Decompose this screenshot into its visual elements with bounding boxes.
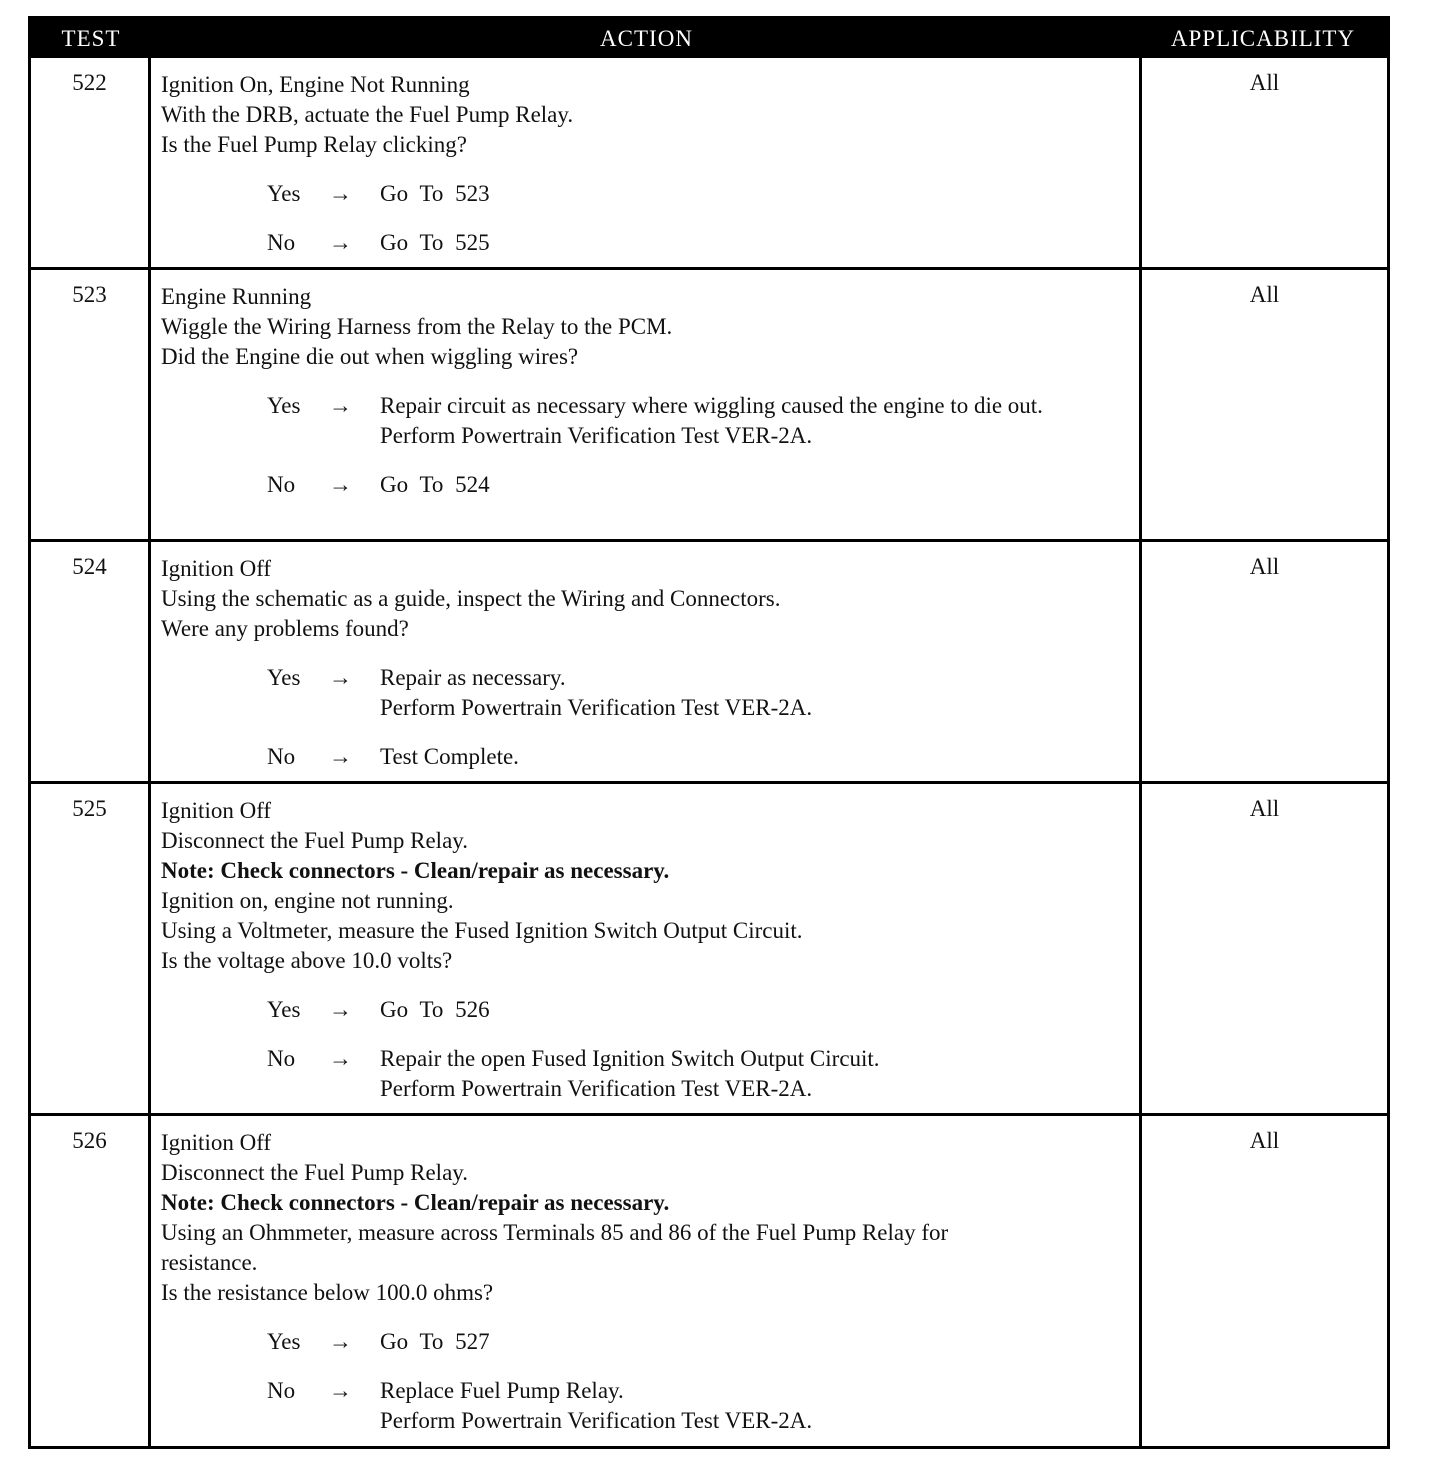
action-cell bbox=[154, 1116, 1139, 1446]
answer-no bbox=[161, 1376, 1139, 1436]
applicability-value: All bbox=[1139, 784, 1387, 1113]
answer-no bbox=[161, 228, 1139, 258]
action-line: Wiggle the Wiring Harness from the Relay to the PCM. bbox=[161, 314, 673, 339]
answer-result: Repair as necessary. Perform Powertrain Verification Test VER-2A. bbox=[380, 665, 813, 720]
answer-label: Yes bbox=[267, 1329, 301, 1354]
header-action: ACTION bbox=[600, 26, 693, 51]
table-row bbox=[31, 1116, 1387, 1446]
note-line: Note: Check connectors - Clean/repair as necessary. bbox=[161, 1190, 670, 1215]
answer-result: Go To 525 bbox=[380, 230, 490, 255]
table-header bbox=[31, 19, 1387, 58]
action-cell bbox=[154, 58, 1139, 267]
arrow-icon: → bbox=[329, 997, 352, 1022]
action-line: Disconnect the Fuel Pump Relay. bbox=[161, 1160, 469, 1185]
arrow-icon: → bbox=[329, 1378, 352, 1403]
answer-label: Yes bbox=[267, 997, 301, 1022]
action-line: Ignition Off bbox=[161, 1130, 272, 1155]
action-cell bbox=[154, 542, 1139, 781]
answer-result: Go To 523 bbox=[380, 181, 490, 206]
answer-yes bbox=[161, 995, 1139, 1025]
answer-yes bbox=[161, 663, 1139, 723]
test-number: 523 bbox=[31, 270, 151, 539]
applicability-value: All bbox=[1139, 1116, 1387, 1446]
arrow-icon: → bbox=[329, 744, 352, 769]
action-line: With the DRB, actuate the Fuel Pump Relay. bbox=[161, 102, 574, 127]
action-line: Ignition Off bbox=[161, 798, 272, 823]
action-line: resistance. bbox=[161, 1250, 258, 1275]
arrow-icon: → bbox=[329, 230, 352, 255]
action-line: Ignition on, engine not running. bbox=[161, 888, 454, 913]
answer-result: Repair the open Fused Ignition Switch Output Circuit. Perform Powertrain Verification Test VER-2A. bbox=[380, 1046, 880, 1101]
action-line: Engine Running bbox=[161, 284, 312, 309]
answer-label: No bbox=[267, 230, 296, 255]
action-cell bbox=[154, 784, 1139, 1113]
note-line: Note: Check connectors - Clean/repair as necessary. bbox=[161, 858, 670, 883]
answer-no bbox=[161, 1044, 1139, 1104]
answer-result: Replace Fuel Pump Relay. Perform Powertrain Verification Test VER-2A. bbox=[380, 1378, 813, 1433]
table-row bbox=[31, 784, 1387, 1116]
action-line: Using an Ohmmeter, measure across Terminals 85 and 86 of the Fuel Pump Relay for bbox=[161, 1220, 949, 1245]
arrow-icon: → bbox=[329, 665, 352, 690]
action-line: Using the schematic as a guide, inspect the Wiring and Connectors. bbox=[161, 586, 781, 611]
arrow-icon: → bbox=[329, 181, 352, 206]
arrow-icon: → bbox=[329, 1046, 352, 1071]
applicability-value: All bbox=[1139, 542, 1387, 781]
action-cell bbox=[154, 270, 1139, 539]
action-line: Is the voltage above 10.0 volts? bbox=[161, 948, 453, 973]
answer-label: Yes bbox=[267, 181, 301, 206]
action-line: Disconnect the Fuel Pump Relay. bbox=[161, 828, 469, 853]
header-applicability: APPLICABILITY bbox=[1170, 26, 1356, 51]
answer-result: Go To 524 bbox=[380, 472, 490, 497]
action-line: Ignition Off bbox=[161, 556, 272, 581]
table-row bbox=[31, 542, 1387, 784]
test-number: 525 bbox=[31, 784, 151, 1113]
action-line: Were any problems found? bbox=[161, 616, 409, 641]
arrow-icon: → bbox=[329, 1329, 352, 1354]
header-test: TEST bbox=[61, 26, 121, 51]
arrow-icon: → bbox=[329, 393, 352, 418]
answer-result: Go To 526 bbox=[380, 997, 490, 1022]
answer-label: No bbox=[267, 1046, 296, 1071]
answer-result: Repair circuit as necessary where wiggling caused the engine to die out. Perform Powertrain Verification Test VER-2A. bbox=[380, 393, 1043, 448]
action-line: Did the Engine die out when wiggling wires? bbox=[161, 344, 579, 369]
arrow-icon: → bbox=[329, 472, 352, 497]
test-number: 522 bbox=[31, 58, 151, 267]
diagnostic-table bbox=[28, 16, 1390, 1449]
applicability-value: All bbox=[1139, 270, 1387, 539]
action-line: Is the Fuel Pump Relay clicking? bbox=[161, 132, 467, 157]
answer-result: Test Complete. bbox=[380, 744, 519, 769]
test-number: 526 bbox=[31, 1116, 151, 1446]
answer-label: No bbox=[267, 472, 296, 497]
answer-label: No bbox=[267, 1378, 296, 1403]
answer-yes bbox=[161, 179, 1139, 209]
test-number: 524 bbox=[31, 542, 151, 781]
answer-label: Yes bbox=[267, 665, 301, 690]
applicability-value: All bbox=[1139, 58, 1387, 267]
answer-label: No bbox=[267, 744, 296, 769]
action-line: Using a Voltmeter, measure the Fused Ignition Switch Output Circuit. bbox=[161, 918, 803, 943]
action-line: Ignition On, Engine Not Running bbox=[161, 72, 470, 97]
answer-no bbox=[161, 742, 1139, 772]
answer-yes bbox=[161, 1327, 1139, 1357]
answer-result: Go To 527 bbox=[380, 1329, 490, 1354]
answer-label: Yes bbox=[267, 393, 301, 418]
action-line: Is the resistance below 100.0 ohms? bbox=[161, 1280, 494, 1305]
answer-no bbox=[161, 470, 1139, 500]
table-row bbox=[31, 270, 1387, 542]
answer-yes bbox=[161, 391, 1139, 451]
table-row bbox=[31, 58, 1387, 270]
